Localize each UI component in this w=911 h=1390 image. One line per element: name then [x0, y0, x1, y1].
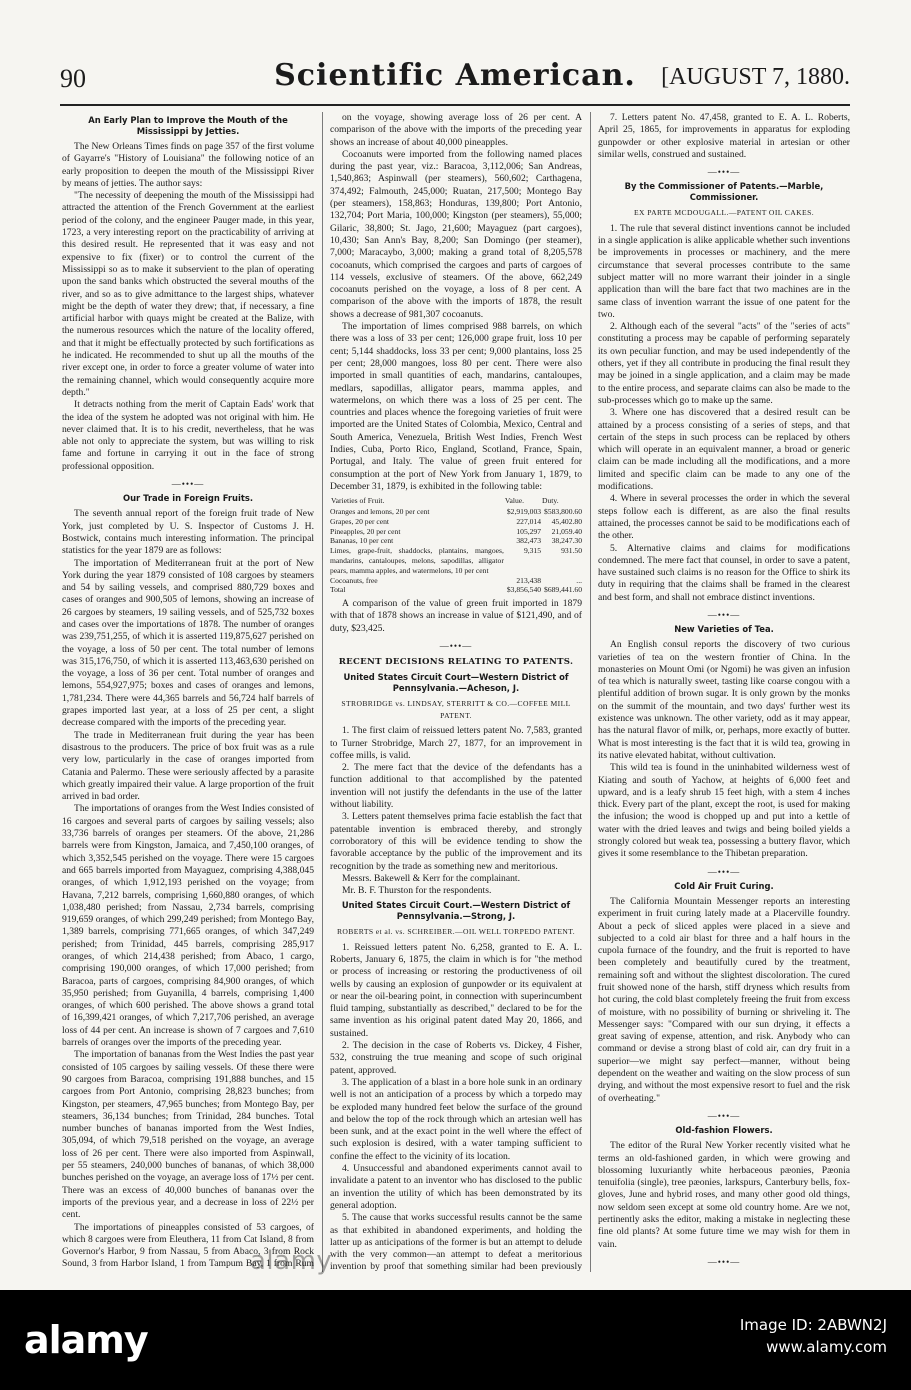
- fruit-value-table: [330, 495, 582, 595]
- paragraph: The importations of oranges from the West Indies consisted of 16 cargoes and several parts of cargoes by sailing vessels; also 33,736 barrels of oranges per steamers. Of the above, 21,286 barrels were from Kingston, Jamaica, and 7,450,100 oranges, of which 3,352,545 perished on the voyage. There were 15 cargoes and 665 barrels imported from Mayaguez, comprising 4,388,045 oranges, of which 1,912,193 perished on the voyage; from Havana, 7,212 barrels, comprising 1,660,880 oranges, of which 1,038,480 perished; from Nassau, 2,734 barrels, comprising 919,659 oranges, of which 299,249 perished; from Montego Bay, 1,389 barrels, comprising 771,665 oranges, of which 347,249 perished; from Trinidad, 445 barrels, comprising 285,917 oranges, of which 214,438 perished; from Abaco, 1 cargo, comprising 190,000 oranges, of which 17,000 perished; from Baracoa, parts of cargoes, comprising 84,900 oranges, of which 35,950 perished; from Guyanilla, 4 barrels, comprising 1,400 oranges, of which 600 perished. The above shows a grand total of 16,399,421 oranges, of which 7,217,706 perished, an average loss of 44 per cent. An increase is shown of 7 cargoes and 7,610 barrels of oranges over the imports of the preceding year.: [62, 803, 314, 1049]
- court-heading: United States Circuit Court.—Western District of Pennsylvania.—Strong, J.: [341, 900, 571, 922]
- paragraph: Messrs. Bakewell & Kerr for the complainant.: [342, 872, 520, 884]
- table-row: [330, 576, 582, 586]
- paragraph: 5. Alternative claims and claims for modifications condemned. The mere fact that counsel, in order to save a patent, have sustained such claims is no reason for the Office to shirk its duty in requiring that the claims shall be framed in the clearest and best form, and shall not embrace distinct inventions.: [598, 542, 850, 603]
- article-title-frost: [598, 1271, 850, 1272]
- issue-date: [AUGUST 7, 1880.: [661, 64, 850, 90]
- column-2: [330, 112, 582, 1272]
- section-fleuron: —•••—: [707, 167, 741, 178]
- table-cell: 382,473: [516, 536, 542, 546]
- article-title-patents: RECENT DECISIONS RELATING TO PATENTS.: [338, 657, 574, 668]
- table-cell: 9,315: [523, 546, 542, 556]
- paragraph: 2. The mere fact that the device of the defendants has a function additional to that accomplished by the patented invention will not justify the defendants in the use of the latter without liability.: [330, 762, 582, 811]
- table-cell: Bananas, 10 per cent: [330, 536, 394, 546]
- paragraph: It detracts nothing from the merit of Captain Eads' work that the idea of the system he adopted was not original with him. He never claimed that. It is to his credit, nevertheless, that he was able not only to appreciate the system, but was willing to risk fame and fortune in carrying it out in the face of strong professional opposition.: [62, 399, 314, 472]
- paragraph: 2. The decision in the case of Roberts vs. Dickey, 4 Fisher, 532, construing the true meaning and scope of such original patent, approved.: [330, 1040, 582, 1076]
- image-id-block: [740, 1314, 887, 1358]
- case-heading: EX PARTE MCDOUGALL.—PATENT OIL CAKES.: [633, 208, 814, 218]
- table-header: Value.: [504, 496, 525, 506]
- section-fleuron: —•••—: [171, 479, 205, 490]
- page-number: 90: [60, 64, 86, 93]
- section-fleuron: —•••—: [707, 1110, 741, 1121]
- paragraph: The editor of the Rural New Yorker recently visited what he terms an old-fashioned garden, in which were growing and blossoming luxuriantly white herbaceous pæonies, Pæonia tenuifolia (single), tree pæonies, larkspurs, Canterbury bells, fox-gloves, June and hybrid roses, and many other good old things, now seldom seen except at some old country home. Are we not, pertinently asks the editor, making a mistake in neglecting these fine old plants? At some future time we may wish for them in vain.: [598, 1140, 850, 1250]
- paragraph: Cocoanuts were imported from the following named places during the past year, viz.: Baracoa, 3,112,006; San Andreas, 1,540,863; Aspinwall (per steamers), 560,602; Carthagena, 374,492; Falmouth, 245,000; Ruatan, 217,500; Montego Bay (per steamers), 158,863; Honduras, 139,800; Port Antonio, 132,704; Port Maria, 100,000; Kingston (per steamers), 55,000; Gilaric, 38,800; St. Jago, 21,600; Mayaguez (part cargoes), 10,430; San Ann's Bay, 8,200; San Domingo (per steamer), 7,000; Maracaybo, 3,000; making a grand total of 8,205,578 cocoanuts, which comprised the cargoes and parts of cargoes of 114 vessels, exclusive of steamers. Of the above, 662,249 cocoanuts perished on the voyage, a loss of 8 per cent. A comparison of the above with the imports of 1878, the result shows a decrease of 981,307 cocoanuts.: [330, 148, 582, 320]
- paragraph: "The necessity of deepening the mouth of the Mississippi had attracted the attention of the French Government at the earliest period of the colony, and the engineer Pauger made, in this year, 1723, a very interesting report on the practicability of arriving at this desired result. He represented that it was easy and not expensive to fix (fixer) or to control the current of the Mississippi so as to make it subservient to the plan of operating upon the sand banks which obstructed the several mouths of the river, and so as to give admittance to the largest ships, whatever might be the depth of water they drew; that, if necessary, a fine artificial harbor with quays might be created at the Balize, with the numerous resources which the nature of the locality offered, and that it might be effectually protected by such fortifications as he indicated. He recommended to shut up all the mouths of the river except one, in order to force a greater volume of water into the remaining channel, which would consequently acquire more depth.": [62, 190, 314, 398]
- masthead: [60, 58, 850, 106]
- table-cell: Oranges and lemons, 20 per cent: [330, 507, 430, 516]
- paragraph: The importation of bananas from the West Indies the past year consisted of 105 cargoes by sailing vessels. Of these there were 90 cargoes from Baracoa, comprising 191,888 bunches, and 15 cargoes from Port Antonio, comprising 28,823 bunches; from Kingston, per steamers, 47,965 bunches; from Montego Bay, per steamers, 36,134 bunches; from Trinidad, 284 bunches. Total number bunches of bananas imported from the West Indies, 305,094, of which 79,518 perished on the voyage, an average loss of 26 per cent. There were also imported from Aspinwall, per 55 steamers, 240,000 bunches of bananas, of which 38,000 bunches perished on the voyage, an average loss of 17½ per cent. There was an excess of 40,000 bunches of bananas over the imports of the previous year, and a decrease in loss of 22½ per cent.: [62, 1049, 314, 1221]
- table-cell: Grapes, 20 per cent: [330, 516, 390, 526]
- alamy-logo: alamy: [24, 1318, 148, 1362]
- table-cell: $2,919,003: [506, 507, 542, 516]
- table-header: Varieties of Fruit.: [331, 496, 385, 506]
- column-divider: [322, 112, 323, 1272]
- table-cell: $583,800.60: [544, 507, 582, 516]
- table-row: [330, 546, 582, 575]
- table-cell: 227,014: [516, 516, 542, 526]
- table-row: [330, 517, 582, 527]
- table-row: [330, 527, 582, 537]
- table-header: Duty.: [542, 496, 559, 506]
- table-header-row: [330, 495, 582, 507]
- table-cell: $689,441.60: [544, 585, 582, 595]
- article-title-jetties: An Early Plan to Improve the Mouth of the Mississippi by Jetties.: [88, 115, 288, 136]
- paragraph: 1. Reissued letters patent No. 6,258, granted to E. A. L. Roberts, January 6, 1875, the claim in which is for "the method or process of increasing or restoring the productiveness of oil wells by causing an explosion of gunpowder or its equivalent at or near the oil-bearing point, in connection with superincumbent fluid tamping, substantially as described," declared to be for the same invention as his original patent dated May 20, 1866, and sustained.: [330, 941, 582, 1039]
- case-heading: STROBRIDGE vs. LINDSAY, STERRITT & CO.—COFFEE MILL PATENT.: [341, 698, 571, 720]
- paragraph: The New Orleans Times finds on page 357 of the first volume of Gayarre's "History of Louisiana" the following notice of an early proposition to deepen the mouth of the Mississippi River by means of jetties. The author says:: [62, 141, 314, 189]
- paragraph: The California Mountain Messenger reports an interesting experiment in fruit curing lately made at a Placerville foundry. About a peck of sliced apples were placed in a sieve and subjected to a cold air blast for three and a half hours in the cupola furnace of the foundry, and the fruit is reported to have been completely and beautifully cured by the treatment, remaining soft and without the slightest discoloration. The cured fruit showed none of the harsh, stiff dryness which results from hot curing, the cold blast completely freeing the fruit from excess of moisture, with no possibility of burning or shriveling it. The Messenger says: "Compared with our sun drying, it effects a great saving of expense, attention, and risk. Anybody who can command or devise a strong blast of cold air, can dry fruit in a superior—we might say perfect—manner, without being dependent on the weather and waiting on the slow process of sun drying, and without the most expensive resort to fuel and the risk of overheating.": [598, 895, 850, 1104]
- section-fleuron: —•••—: [707, 609, 741, 620]
- table-cell: Limes, grape-fruit, shaddocks, plantains, mangoes, mandarins, cantaloupes, melons, sapodillas, alligator pears, mamma apples, and watermelons, 10 per cent: [330, 546, 504, 575]
- table-cell: $3,856,540: [506, 585, 542, 595]
- table-cell: Cocoanuts, free: [330, 575, 378, 585]
- table-cell: 931.50: [561, 546, 582, 556]
- paragraph: 3. Where one has discovered that a desired result can be attained by a process consisting of a series of steps, and that certain of the steps in such process can be replaced by others which will operate in an equivalent manner, a broad or generic claim can be made including all the modifications, and a more limited and specific claim can be made to any one of the modifications.: [598, 407, 850, 493]
- table-cell: 21,059.40: [551, 526, 582, 536]
- paragraph: 2. Although each of the several "acts" of the "series of acts" constituting a process may be capable of performing separately its own peculiar function, and may be used independently of the others, yet if they all contribute in producing the final result they may be joined in a single application, and a claim may be made to the entire process, and separate claims can also be made to the sub-processes which go to make up the same.: [598, 321, 850, 406]
- paragraph: An English consul reports the discovery of two curious varieties of tea on the western frontier of China. In the monasteries on Mount Omi (or Ngomi) he was given an infusion of tea which is naturally sweet, tasting like coarse congou with a plentiful addition of brown sugar. It is only grown by the monks on the summit of the mountain, and two days' further west its existence was unknown. The other variety, odd as it may appear, has the natural flavor of milk, or, perhaps, more exactly of butter. What is most interesting is the fact that it is wild tea, growing in its native elevated habitat, without cultivation.: [598, 639, 850, 761]
- paragraph: 1. The first claim of reissued letters patent No. 7,583, granted to Turner Strobridge, March 27, 1877, for an improvement in coffee mills, is valid.: [330, 725, 582, 761]
- publication-title: Scientific American.: [274, 58, 636, 93]
- table-cell: 105,297: [516, 526, 542, 536]
- paragraph: 3. The application of a blast in a bore hole sunk in an ordinary well is not an anticipation of a process by which a torpedo may be exploded many hundred feet below the surface of the ground and below the top of the rock through which an artesian well has been sunk, and at the exact point in the well where the effect of such explosion is desired, with a water tamping sufficient to confine the effect to the vicinity of its location.: [330, 1076, 582, 1162]
- paragraph: This wild tea is found in the uninhabited wilderness west of Kiating and south of Yachow, at heights of 6,000 feet and upward, and is a leafy shrub 15 feet high, with a stem 4 inches thick. Every part of the plant, except the root, is used for making the infusion; the wood is chopped up and put into a kettle of water with the dried leaves and twigs and being boiled yields a strongly colored but weak tea, possessing a buttery flavor, which gives it some resemblance to the Thibetan preparation.: [598, 762, 850, 860]
- table-cell: 213,438: [516, 575, 542, 585]
- table-cell: Total: [330, 585, 346, 595]
- case-heading: ROBERTS et al. vs. SCHREIBER.—OIL WELL TORPEDO PATENT.: [336, 927, 576, 937]
- paragraph: 4. Unsuccessful and abandoned experiments cannot avail to invalidate a patent to an inventor who has disclosed to the public an invention the utility of which has been demonstrated by its general adoption.: [330, 1163, 582, 1211]
- image-id: Image ID: 2ABWN2J: [739, 1316, 887, 1334]
- table-total-row: [330, 585, 582, 595]
- paragraph: on the voyage, showing average loss of 26 per cent. A comparison of the above with the imports of the preceding year shows an increase of about 40,000 pineapples.: [330, 112, 582, 148]
- court-heading: United States Circuit Court—Western District of Pennsylvania.—Acheson, J.: [343, 671, 569, 693]
- table-cell: 45,402.80: [551, 516, 582, 526]
- table-cell: Pineapples, 20 per cent: [330, 526, 401, 536]
- paragraph: 7. Letters patent No. 47,458, granted to E. A. L. Roberts, April 25, 1865, for improvements in apparatus for exploding gunpowder or other explosive material in artesian or other similar wells, construed and sustained.: [598, 112, 850, 160]
- table-row: [330, 536, 582, 546]
- paragraph: The importation of Mediterranean fruit at the port of New York during the year 1879 consisted of 108 cargoes by steamers and 54 by sailing vessels, and comprised 880,729 boxes and cases of oranges and 900,505 of lemons, showing an increase of 26 cargoes by steamers, 19 sailing vessels, and of 525,732 boxes and cases over the importations of 1878. The number of oranges was 239,751,255, of which it is asserted 119,875,627 perished on the voyage, a loss of 50 per cent. The total number of lemons was 315,176,750, of which it is asserted 113,463,630 perished on the voyage, a loss of 36 per cent. Total number of oranges and lemons, 554,927,975; boxes and cases of oranges and lemons, 1,781,234. There were 44,365 barrels and 56,724 half barrels of grapes imported last year, at a loss of 25 per cent, a slight decrease compared with the imports of the preceding year.: [62, 557, 314, 729]
- section-fleuron: —•••—: [707, 866, 741, 877]
- paragraph: 3. Letters patent themselves prima facie establish the fact that patentable invention is embraced thereby, and strongly corroboratory of this will be evidence tending to show the favorable acceptance by the public of the improvement and its recognition by the trade as something new and meritorious.: [330, 811, 582, 872]
- paragraph: The importations of pineapples consisted of 53 cargoes, of which 8 cargoes were from Eleuthera, 11 from Cat Island, 8 from Governor's Harbor, 9 from Nassau, 5 from Abaco, 3 from Rock Sound, 3 from Harbor Island, 1 from Tampum Bay, 1 from Rum: [62, 1221, 314, 1270]
- site-url: www.alamy.com: [766, 1338, 887, 1356]
- paragraph: The importation of limes comprised 988 barrels, on which there was a loss of 33 per cent; 126,000 grape fruit, loss 10 per cent; 5,144 shaddocks, loss 33 per cent; 9,000 plantains, loss 25 per cent; 28,000 mangoes, loss 80 per cent. There were also imported in small quantities of each, mandarins, cantaloupes, medlars, sapodillas, alligator pears, mamma apples, and watermelons, on which there was a loss of 25 per cent. The countries and places whence the foregoing varieties of fruit were imported are the United States of Colombia, Mexico, Central and South America, Venezuela, British West Indies, French West Indies, Cuba, Porto Rico, England, Scotland, France, Spain, Portugal, and Italy. The value of green fruit entered for consumption at the port of New York from January 1, 1879, to December 31, 1879, is exhibited in the following table:: [330, 321, 582, 492]
- paragraph: The trade in Mediterranean fruit during the year has been disastrous to the producers. The price of box fruit was as a rule very low, particularly in the case of oranges imported from Catania and Palermo. These were seriously affected by a parasite which greatly impaired their value. A large proportion of the fruit arrived in bad order.: [62, 729, 314, 803]
- article-title-commissioner: By the Commissioner of Patents.—Marble, Commissioner.: [624, 181, 824, 203]
- section-fleuron: —•••—: [439, 641, 473, 652]
- column-1: [62, 112, 314, 1272]
- paragraph: The seventh annual report of the foreign fruit trade of New York, just completed by U. S. Inspector of Customs J. H. Bostwick, contains much interesting information. The principal statistics for the year 1879 are as follows:: [62, 508, 314, 557]
- table-cell: ...: [576, 575, 582, 585]
- table-row: [330, 507, 582, 517]
- paragraph: 4. Where in several processes the order in which the several steps follow each is different, as are also the final results attained, the processes cannot be said to be modifications each of the other.: [598, 493, 850, 542]
- masthead-rule: [60, 104, 850, 106]
- column-3: [598, 112, 850, 1272]
- watermark-text: alamy: [250, 1246, 333, 1276]
- paragraph: Mr. B. F. Thurston for the respondents.: [342, 885, 492, 897]
- paragraph: 5. The cause that works successful results cannot be the same as that exhibited in abandoned experiments, and holding the latter up as anticipations of the former is but an attempt to delude with the very common—an attempt to defeat a meritorious invention by proof that something similar had been previously: [330, 1212, 582, 1272]
- table-cell: 38,247.30: [551, 536, 582, 546]
- paragraph: A comparison of the value of green fruit imported in 1879 with that of 1878 shows an increase in value of $121,490, and of duty, $23,425.: [330, 598, 582, 634]
- article-title-cold-air: Cold Air Fruit Curing.: [674, 880, 774, 891]
- article-title-fruit: Our Trade in Foreign Fruits.: [122, 493, 254, 504]
- section-fleuron: —•••—: [707, 1256, 741, 1267]
- paragraph: 1. The rule that several distinct inventions cannot be included in a single application is alike applicable whether such inventions be improvements in processes or machinery, and the mere circumstance that several processes contribute to the same subject matter will no more warrant their joinder in a single application than will the bare fact that two machines are in the same class of invention warrant the issue of one patent for the two.: [598, 222, 850, 320]
- article-title-tea: New Varieties of Tea.: [674, 624, 774, 635]
- article-title-flowers: Old-fashion Flowers.: [675, 1125, 773, 1136]
- column-divider: [590, 112, 591, 1272]
